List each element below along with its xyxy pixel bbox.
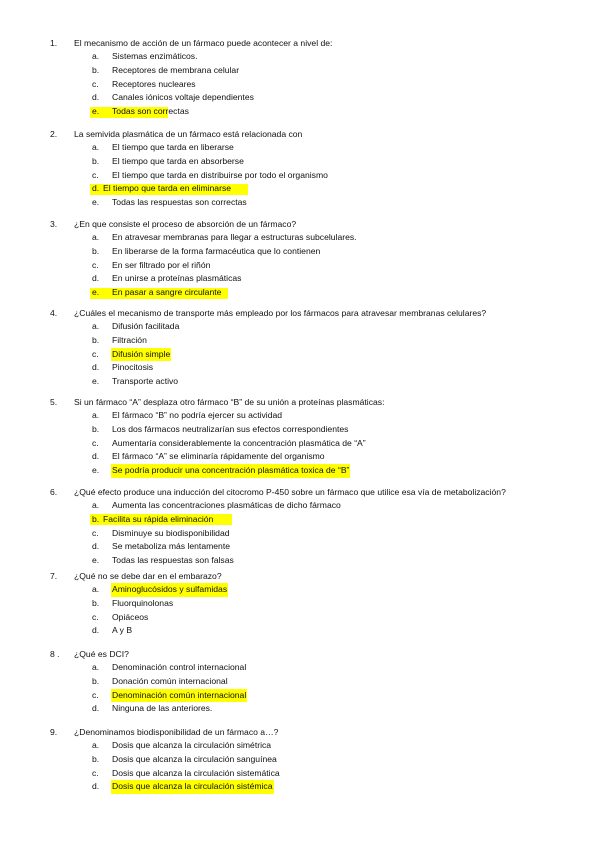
option-b [0,675,600,689]
option-letter: c. [92,611,99,622]
option-text: En pasar a sangre circulante [112,287,222,298]
question-text: ¿Qué efecto produce una inducción del citocromo P-450 sobre un fármaco que utilice esa vía de metabolización? [74,487,506,497]
option-a [0,231,600,245]
question-3 [0,217,600,300]
option-e-highlighted [0,286,600,300]
option-text: Todas las respuestas son falsas [112,555,234,566]
option-b [0,753,600,767]
question-1 [0,36,600,119]
option-text: Se podría producir una concentración plasmática toxica de “B” [111,464,350,478]
option-letter: a. [92,500,100,510]
option-d [0,702,600,716]
option-letter: d. [92,273,100,284]
option-a [0,50,600,64]
option-letter: d. [92,541,100,552]
question-number: 5. [50,397,58,407]
option-d [0,361,600,375]
option-letter: c. [92,259,99,270]
option-text: Ninguna de las anteriores. [112,703,213,714]
option-b-highlighted [0,513,600,527]
option-letter: a. [92,584,100,594]
option-letter: c. [92,437,99,448]
option-a [0,409,600,423]
option-b [0,64,600,78]
option-letter: b. [92,245,100,256]
option-c [0,437,600,451]
option-letter: a. [92,740,100,750]
option-text: En ser filtrado por el riñón [112,259,211,270]
question-text: ¿Denominamos biodisponibilidad de un fármaco a…? [74,727,279,737]
option-letter: d. [92,183,100,194]
option-b [0,245,600,259]
option-text: El fármaco “B” no podría ejercer su actividad [112,410,283,420]
option-e [0,375,600,389]
option-d-highlighted [0,780,600,794]
option-letter: e. [92,287,100,298]
question-number: 3. [50,219,58,229]
option-c [0,527,600,541]
question-8 [0,647,600,716]
option-c [0,259,600,273]
option-letter: e. [92,106,100,117]
question-text: La semivida plasmática de un fármaco está relacionada con [74,129,303,139]
option-letter: d. [92,625,100,636]
option-text: Dosis que alcanza la circulación sanguínea [112,753,277,764]
option-letter: a. [92,142,100,152]
option-text: El tiempo que tarda en liberarse [112,142,234,152]
option-letter: e. [92,465,100,476]
option-c-highlighted [0,689,600,703]
option-letter: d. [92,703,100,714]
option-b [0,423,600,437]
option-c [0,611,600,625]
option-c [0,169,600,183]
option-text: Todas las respuestas son correctas [112,197,247,208]
option-letter: c. [92,348,99,359]
question-5 [0,395,600,478]
question-number: 2. [50,129,58,139]
option-text: Pinocitosis [112,362,154,373]
option-letter: c. [92,169,99,180]
option-text: Todas son correctas [112,106,189,117]
option-e [0,196,600,210]
option-c-highlighted [0,348,600,362]
option-text: El tiempo que tarda en eliminarse [103,183,232,194]
option-letter: d. [92,451,100,462]
question-number: 8 . [50,649,60,659]
option-letter: e. [92,376,100,387]
option-text: Aumenta las concentraciones plasmáticas de dicho fármaco [112,500,341,510]
option-c [0,78,600,92]
option-a [0,141,600,155]
option-text: Receptores nucleares [112,78,196,89]
option-letter: b. [92,423,100,434]
question-6 [0,485,600,568]
option-text: Transporte activo [112,376,179,387]
option-c [0,767,600,781]
option-text: Denominación común internacional [111,689,247,703]
option-text: Difusión facilitada [112,321,180,331]
option-letter: a. [92,410,100,420]
option-a [0,499,600,513]
question-text: ¿Cuáles el mecanismo de transporte más empleado por los fármacos para atravesar membranas celulares? [74,308,487,318]
option-letter: e. [92,555,100,566]
option-a [0,320,600,334]
option-letter: a. [92,662,100,672]
option-text: Denominación control internacional [112,662,247,672]
question-4 [0,306,600,389]
question-7 [0,569,600,638]
question-text: ¿En que consiste el proceso de absorción de un fármaco? [74,219,297,229]
option-d-highlighted [0,182,600,196]
question-text: El mecanismo de acción de un fármaco puede acontecer a nivel de: [74,38,333,48]
option-letter: d. [92,781,100,792]
option-e-highlighted [0,105,600,119]
option-text: Difusión simple [111,348,171,362]
option-d [0,540,600,554]
option-letter: c. [92,527,99,538]
option-letter: b. [92,597,100,608]
option-text: Facilita su rápida eliminación [103,513,214,524]
option-letter: c. [92,767,99,778]
question-text: ¿Qué no se debe dar en el embarazo? [74,571,222,581]
question-number: 9. [50,727,58,737]
question-number: 6. [50,487,58,497]
option-text: El fármaco “A” se eliminaría rápidamente del organismo [112,451,325,462]
option-letter: a. [92,321,100,331]
option-a [0,661,600,675]
question-2 [0,127,600,210]
option-b [0,597,600,611]
question-number: 4. [50,308,58,318]
option-e-highlighted [0,464,600,478]
option-letter: a. [92,232,100,242]
option-b [0,155,600,169]
option-letter: b. [92,753,100,764]
option-text: Disminuye su biodisponibilidad [112,527,230,538]
option-text: Los dos fármacos neutralizarían sus efectos correspondientes [112,423,349,434]
option-letter: a. [92,51,100,61]
option-d [0,450,600,464]
option-d [0,624,600,638]
option-text: Fluorquinolonas [112,597,174,608]
option-text: Dosis que alcanza la circulación sistemática [112,767,280,778]
question-number: 7. [50,571,58,581]
option-a-highlighted [0,583,600,597]
option-text: Dosis que alcanza la circulación sistémica [111,780,274,794]
option-text: Donación común internacional [112,675,228,686]
option-text: Aumentaría considerablemente la concentración plasmática de “A” [112,437,366,448]
option-text: A y B [112,625,133,636]
option-letter: b. [92,334,100,345]
option-letter: d. [92,92,100,103]
option-text: Canales iónicos voltaje dependientes [112,92,254,103]
option-text: Opiáceos [112,611,149,622]
option-text: Sistemas enzimáticos. [112,51,198,61]
option-b [0,334,600,348]
option-letter: e. [92,197,100,208]
option-text: En liberarse de la forma farmacéutica que lo contienen [112,245,321,256]
option-text: El tiempo que tarda en distribuirse por todo el organismo [112,169,328,180]
option-text: Receptores de membrana celular [112,64,240,75]
question-text: Si un fármaco “A” desplaza otro fármaco “B” de su unión a proteínas plasmáticas: [74,397,385,407]
question-number: 1. [50,38,58,48]
option-letter: b. [92,675,100,686]
option-d [0,91,600,105]
option-letter: c. [92,689,99,700]
option-letter: b. [92,155,100,166]
option-text: En atravesar membranas para llegar a estructuras subcelulares. [112,232,357,242]
question-text: ¿Qué es DCI? [74,649,129,659]
option-letter: c. [92,78,99,89]
option-a [0,739,600,753]
option-text: El tiempo que tarda en absorberse [112,155,244,166]
option-text: Dosis que alcanza la circulación simétrica [112,740,272,750]
option-e [0,554,600,568]
option-d [0,272,600,286]
option-text: Se metaboliza más lentamente [112,541,230,552]
option-text: Filtración [112,334,147,345]
option-text: Aminoglucósidos y sulfamidas [111,583,228,597]
option-letter: b. [92,513,100,524]
option-letter: d. [92,362,100,373]
question-9 [0,725,600,794]
option-text: En unirse a proteínas plasmáticas [112,273,242,284]
option-letter: b. [92,64,100,75]
